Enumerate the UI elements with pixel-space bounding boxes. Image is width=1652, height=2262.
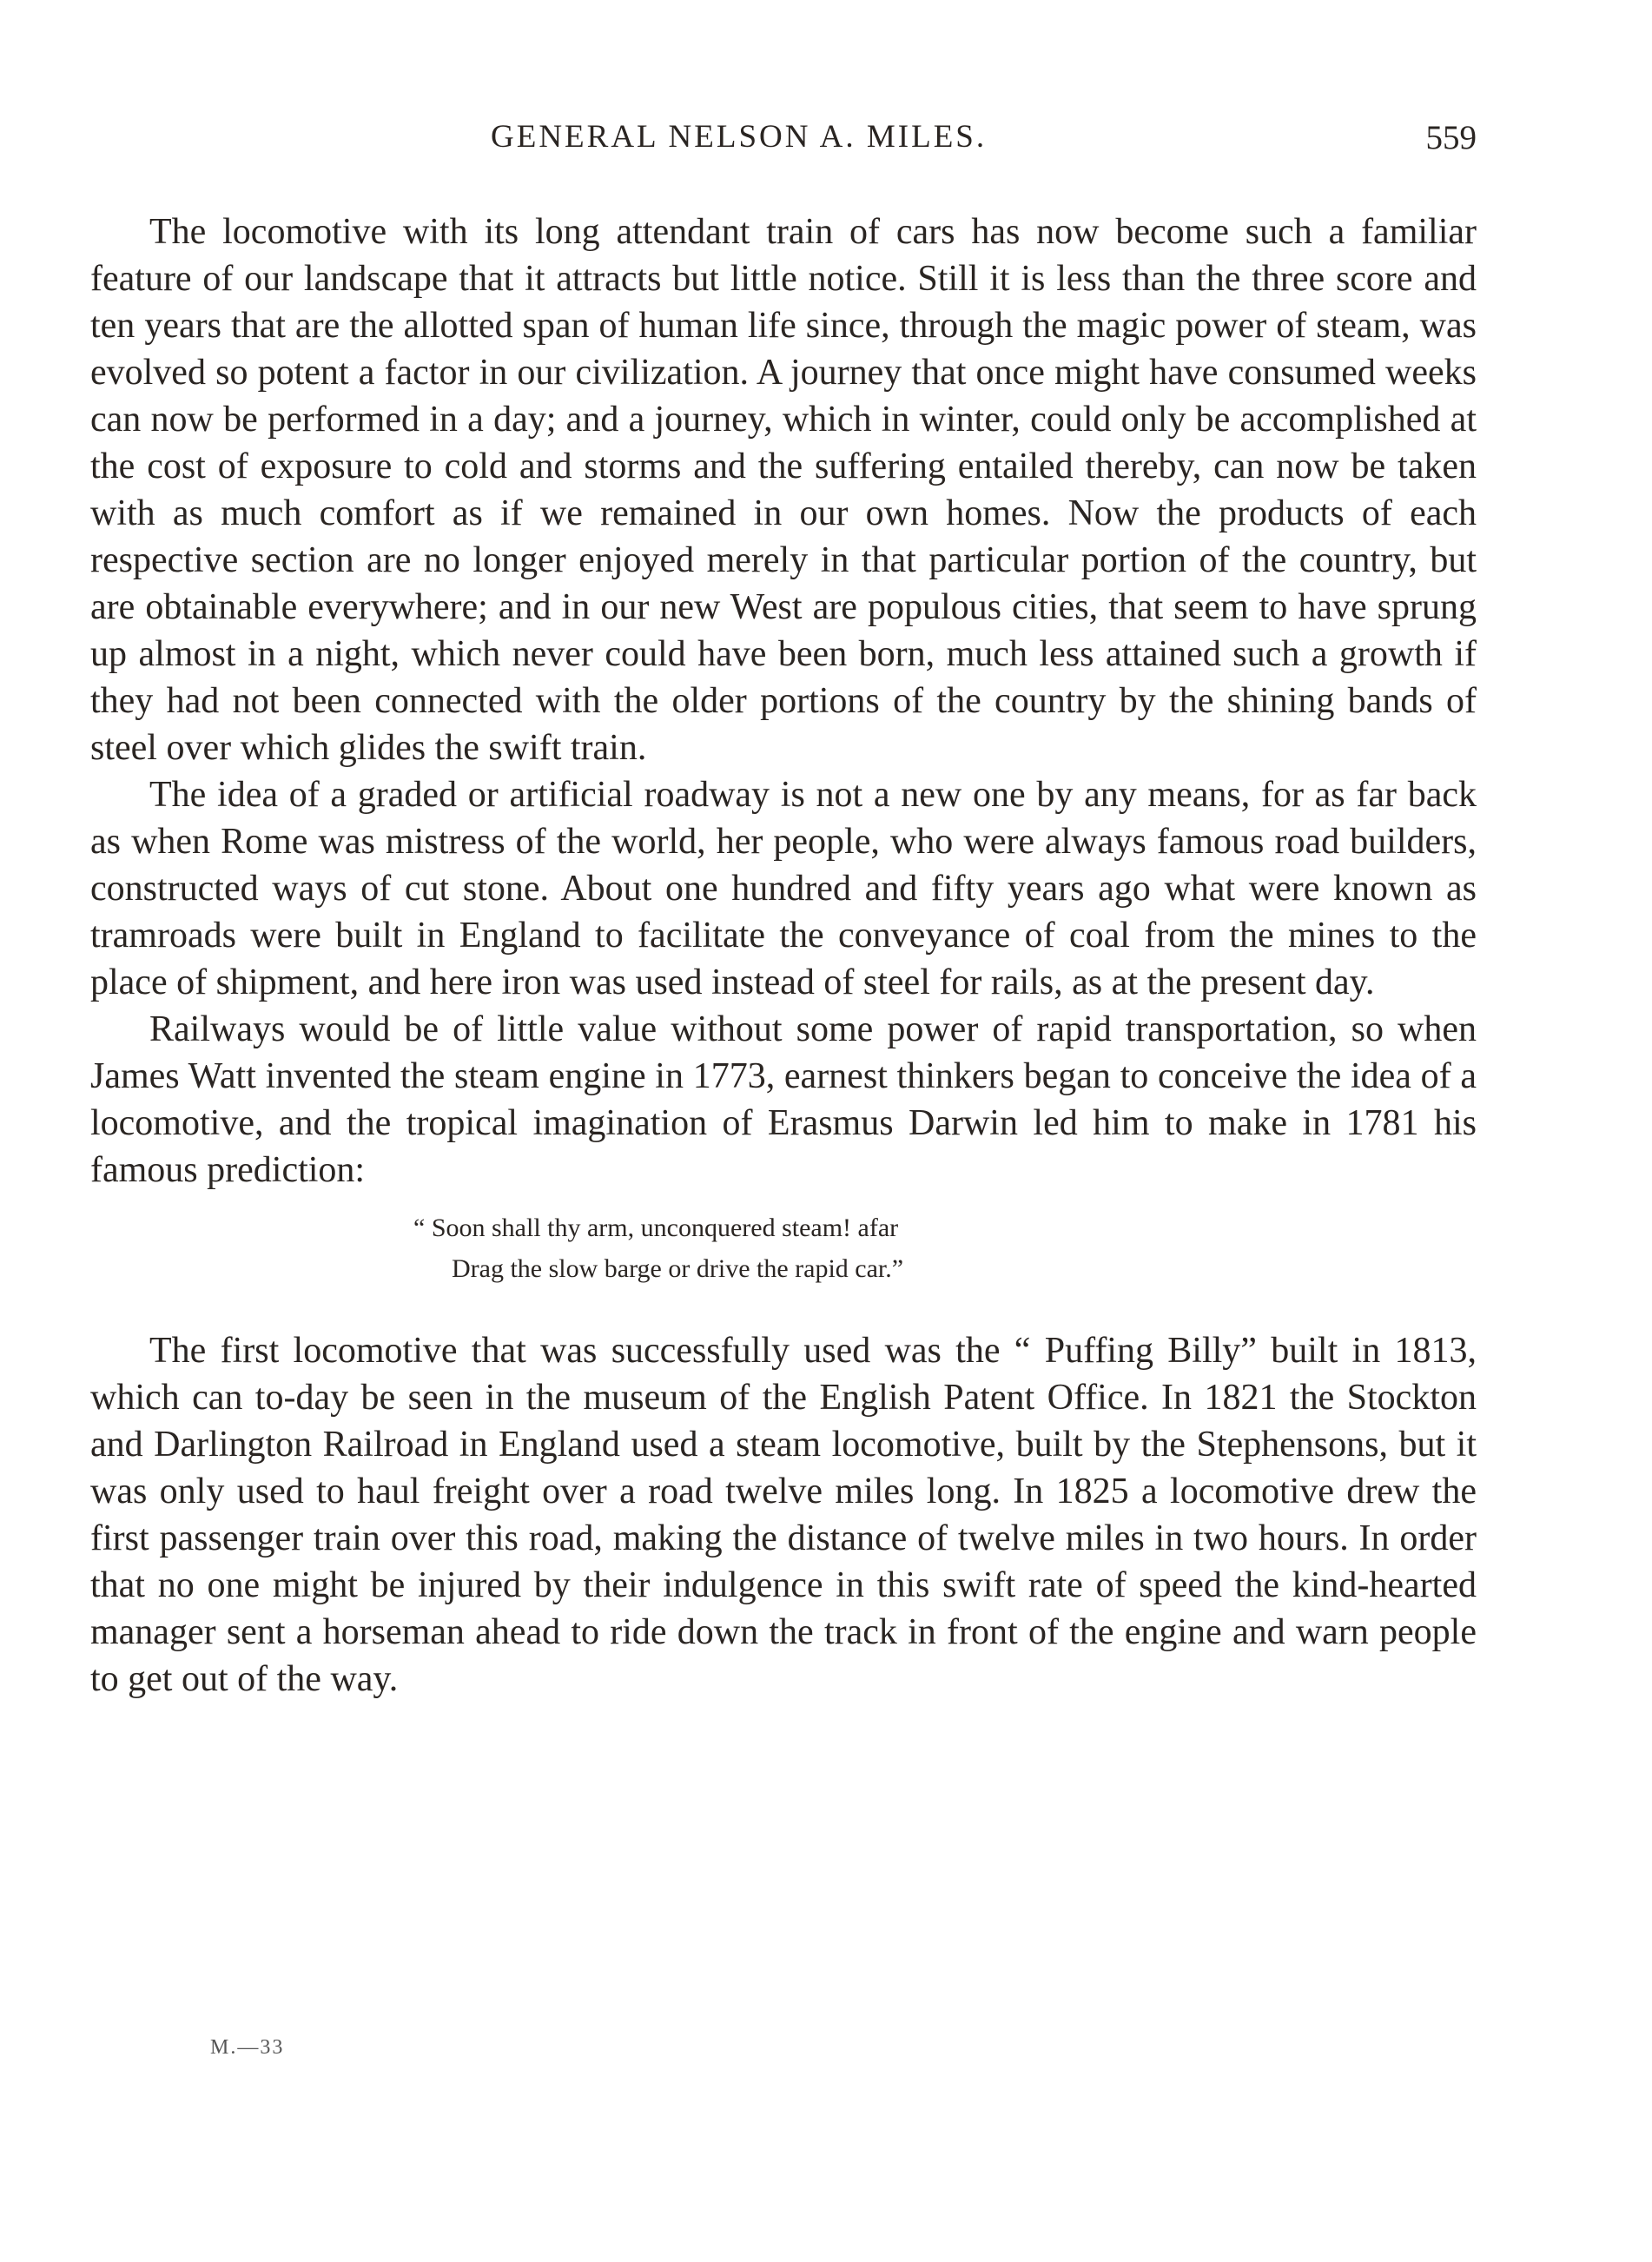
signature-mark: M.—33 xyxy=(210,2036,285,2059)
verse-line: “ Soon shall thy arm, unconquered steam! afar xyxy=(413,1214,899,1242)
page-number: 559 xyxy=(1425,119,1477,156)
paragraph: Railways would be of little value without some power of rapid transportation, so when James Watt invented the steam engine in 1773, earnest thinkers began to conceive the idea of a locomotive, and the tropical imagination of Erasmus Darwin led him to make in 1781 his famous prediction: xyxy=(90,1009,1477,1190)
verse-quotation xyxy=(90,1207,1477,1289)
paragraph: The idea of a graded or artificial roadway is not a new one by any means, for as far back as when Rome was mistress of the world, her people, who were always famous road builders, constructed ways of cut stone. About one hundred and fifty years ago what were known as tramroads were built in England to facilitate the conveyance of coal from the mines to the place of shipment, and here iron was used instead of steel for rails, as at the present day. xyxy=(90,775,1477,1002)
verse-line: Drag the slow barge or drive the rapid car.” xyxy=(452,1254,904,1283)
running-header xyxy=(491,118,1477,170)
main-text xyxy=(90,208,1477,1703)
paragraph: The locomotive with its long attendant train of cars has now become such a familiar feature of our landscape that it attracts but little notice. Still it is less than the three score and ten years that are the allotted span of human life since, through the magic power of steam, was evolved so potent a factor in our civilization. A journey that once might have consumed weeks can now be performed in a day; and a journey, which in winter, could only be accomplished at the cost of exposure to cold and storms and the suffering entailed thereby, can now be taken with as much comfort as if we remained in our own homes. Now the products of each respective section are no longer enjoyed merely in that particular portion of the country, but are obtainable everywhere; and in our new West are populous cities, that seem to have sprung up almost in a night, which never could have been born, much less attained such a growth if they had not been connected with the older portions of the country by the shining bands of steel over which glides the swift train. xyxy=(90,212,1477,768)
running-title: GENERAL NELSON A. MILES. xyxy=(491,119,988,155)
paragraph: The first locomotive that was successfully used was the “ Puffing Billy” built in 1813, which can to-day be seen in the museum of the English Patent Office. In 1821 the Stockton and Darlington Railroad in England used a steam locomotive, built by the Stephensons, but it was only used to haul freight over a road twelve miles long. In 1825 a locomotive drew the first passenger train over this road, making the distance of twelve miles in two hours. In order that no one might be injured by their indulgence in this swift rate of speed the kind-hearted manager sent a horseman ahead to ride down the track in front of the engine and warn people to get out of the way. xyxy=(90,1331,1477,1699)
